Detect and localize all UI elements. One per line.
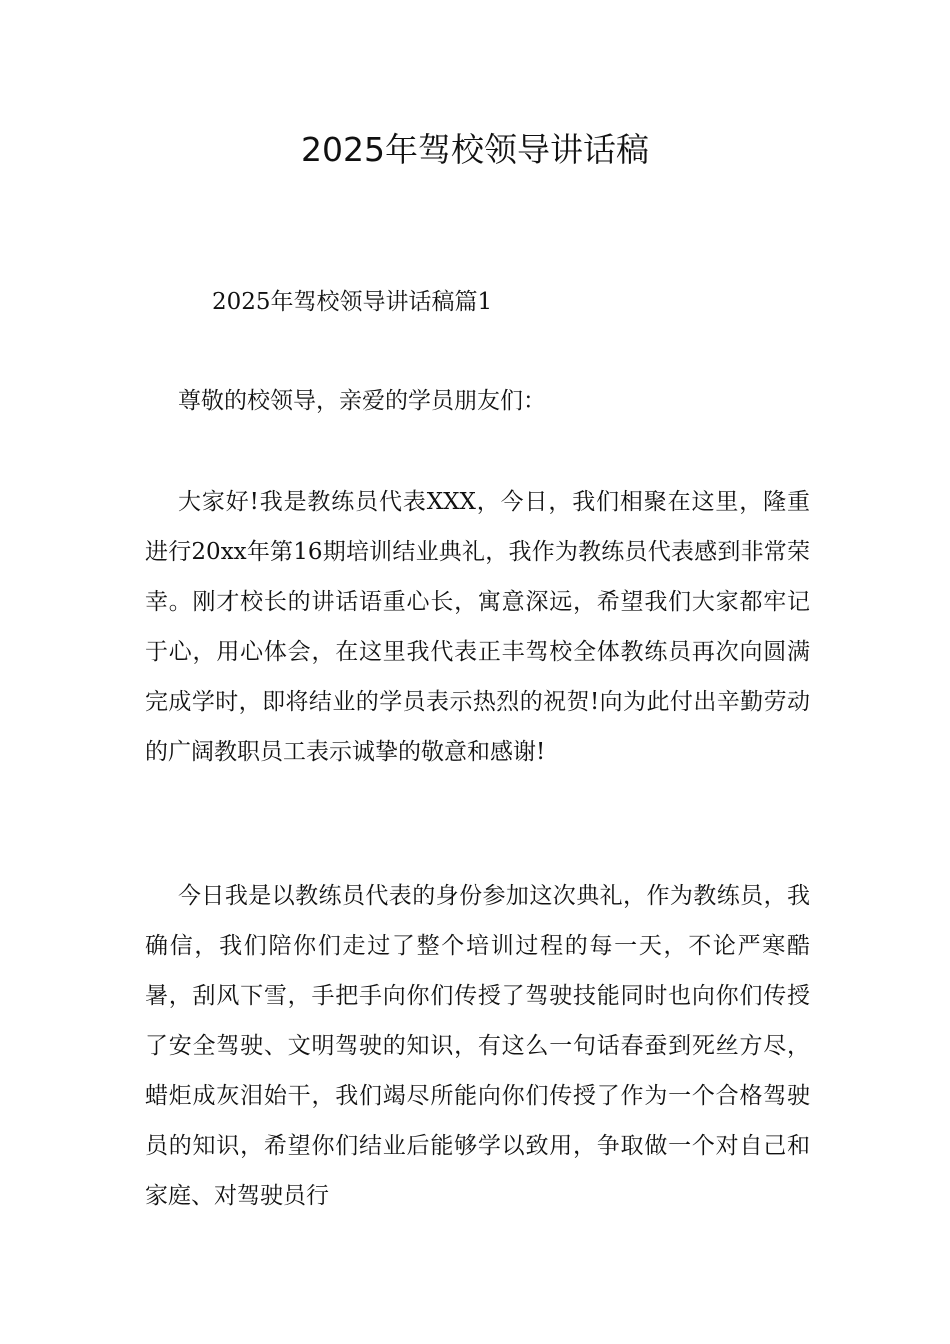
section-heading: 2025年驾校领导讲话稿篇1	[212, 289, 493, 315]
document-title: 2025年驾校领导讲话稿	[301, 130, 649, 169]
salutation: 尊敬的校领导，亲爱的学员朋友们：	[178, 388, 546, 414]
paragraph: 大家好!我是教练员代表XXX，今日，我们相聚在这里，隆重进行20xx年第16期培训结业典礼，我作为教练员代表感到非常荣幸。刚才校长的讲话语重心长，寓意深远，希望我们大家都牢记于心，用心体会，在这里我代表正丰驾校全体教练员再次向圆满完成学时，即将结业的学员表示热烈的祝贺!向为此付出辛勤劳动的广阔教职员工表示诚挚的敬意和感谢!	[145, 489, 810, 765]
paragraph: 今日我是以教练员代表的身份参加这次典礼，作为教练员，我确信，我们陪你们走过了整个培训过程的每一天，不论严寒酷暑，刮风下雪，手把手向你们传授了驾驶技能同时也向你们传授了安全驾驶、文明驾驶的知识，有这么一句话春蚕到死丝方尽，蜡炬成灰泪始干，我们竭尽所能向你们传授了作为一个合格驾驶员的知识，希望你们结业后能够学以致用，争取做一个对自己和家庭、对驾驶员行	[145, 883, 810, 1209]
